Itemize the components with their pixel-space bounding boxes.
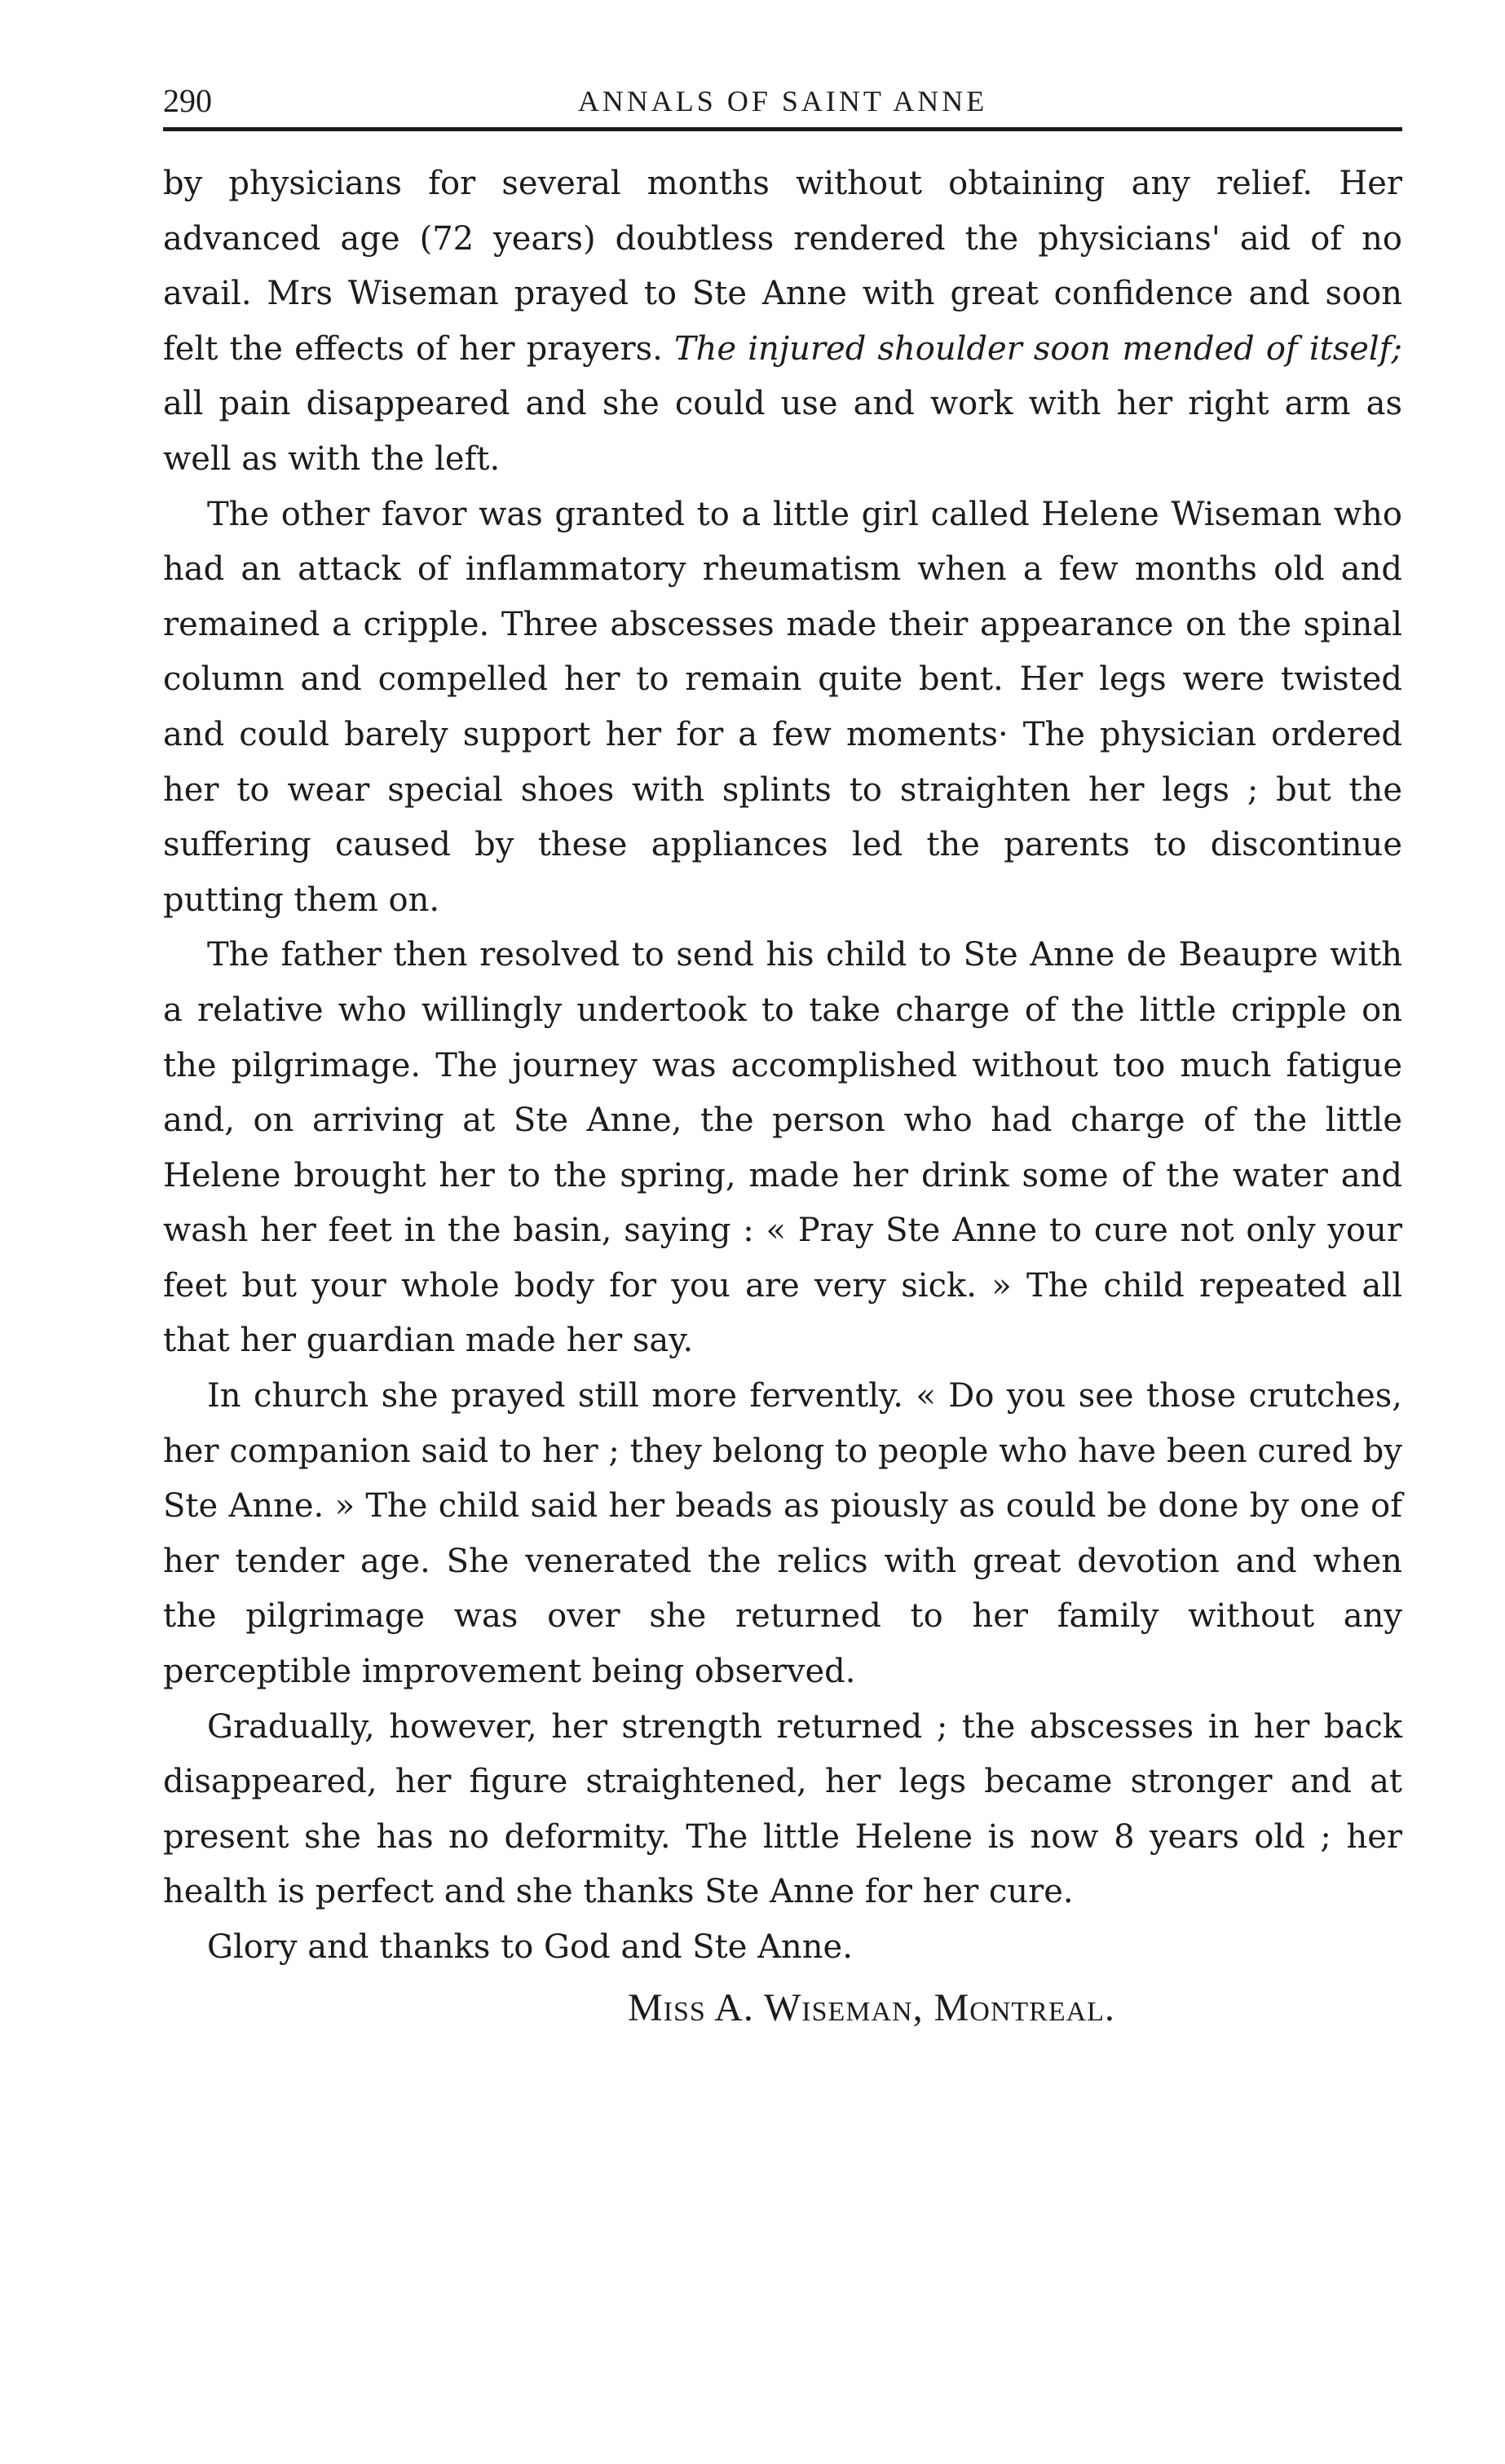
header-rule — [163, 127, 1402, 131]
paragraph-4: In church she prayed still more fervently. « Do you see those crutches, her companion said to her ; they belong to people who have been cured by Ste Anne. » The child said her beads as piously as could be done by one of her tender age. She venerated the relics with great devotion and when the pilgrimage was over she returned to her family without any perceptible improvement being observed. — [163, 1377, 1402, 1691]
paragraph-3: The father then resolved to send his child to Ste Anne de Beaupre with a relative who willingly undertook to take charge of the little cripple on the pilgrimage. The journey was accomplished without too much fatigue and, on arriving at Ste Anne, the person who had charge of the little Helene brought her to the spring, made her drink some of the water and wash her feet in the basin, saying : « Pray Ste Anne to cure not only your feet but your whole body for you are very sick. » The child repeated all that her guardian made her say. — [163, 936, 1402, 1360]
paragraph-1-text-b: all pain disappeared and she could use and work with her right arm as well as with the left. — [163, 385, 1402, 478]
signature: Miss A. Wiseman, Montreal. — [628, 1985, 1115, 2029]
paragraph-2: The other favor was granted to a little girl called Helene Wiseman who had an attack of inflammatory rheumatism when a few months old and remained a cripple. Three abscesses made their appearance on the spinal column and compelled her to remain quite bent. Her legs were twisted and could barely support her for a few moments· The physician ordered her to wear special shoes with splints to straighten her legs ; but the suffering caused by these appliances led the parents to discontinue putting them on. — [163, 495, 1402, 919]
book-page — [163, 78, 1402, 2035]
paragraph-1 — [163, 157, 1402, 488]
body-text — [163, 157, 1402, 1976]
running-head — [163, 78, 1402, 130]
paragraph-5: Gradually, however, her strength returned ; the abscesses in her back disappeared, her figure straightened, her legs became stronger and at present she has no deformity. The little Helene is now 8 years old ; her health is perfect and she thanks Ste Anne for her cure. — [163, 1707, 1402, 1911]
paragraph-1-text-a: by physicians for several months without obtaining any relief. Her advanced age (72 years) doubtless rendered the physicians' aid of no avail. Mrs Wiseman prayed to Ste Anne with great confidence and soon felt the effects of her prayers. — [163, 165, 1402, 368]
page-number: 290 — [163, 82, 212, 119]
paragraph-1-italic: The injured shoulder soon mended of itself; — [673, 329, 1402, 368]
running-title: ANNALS OF SAINT ANNE — [577, 85, 988, 117]
paragraph-6: Glory and thanks to God and Ste Anne. — [207, 1928, 853, 1966]
